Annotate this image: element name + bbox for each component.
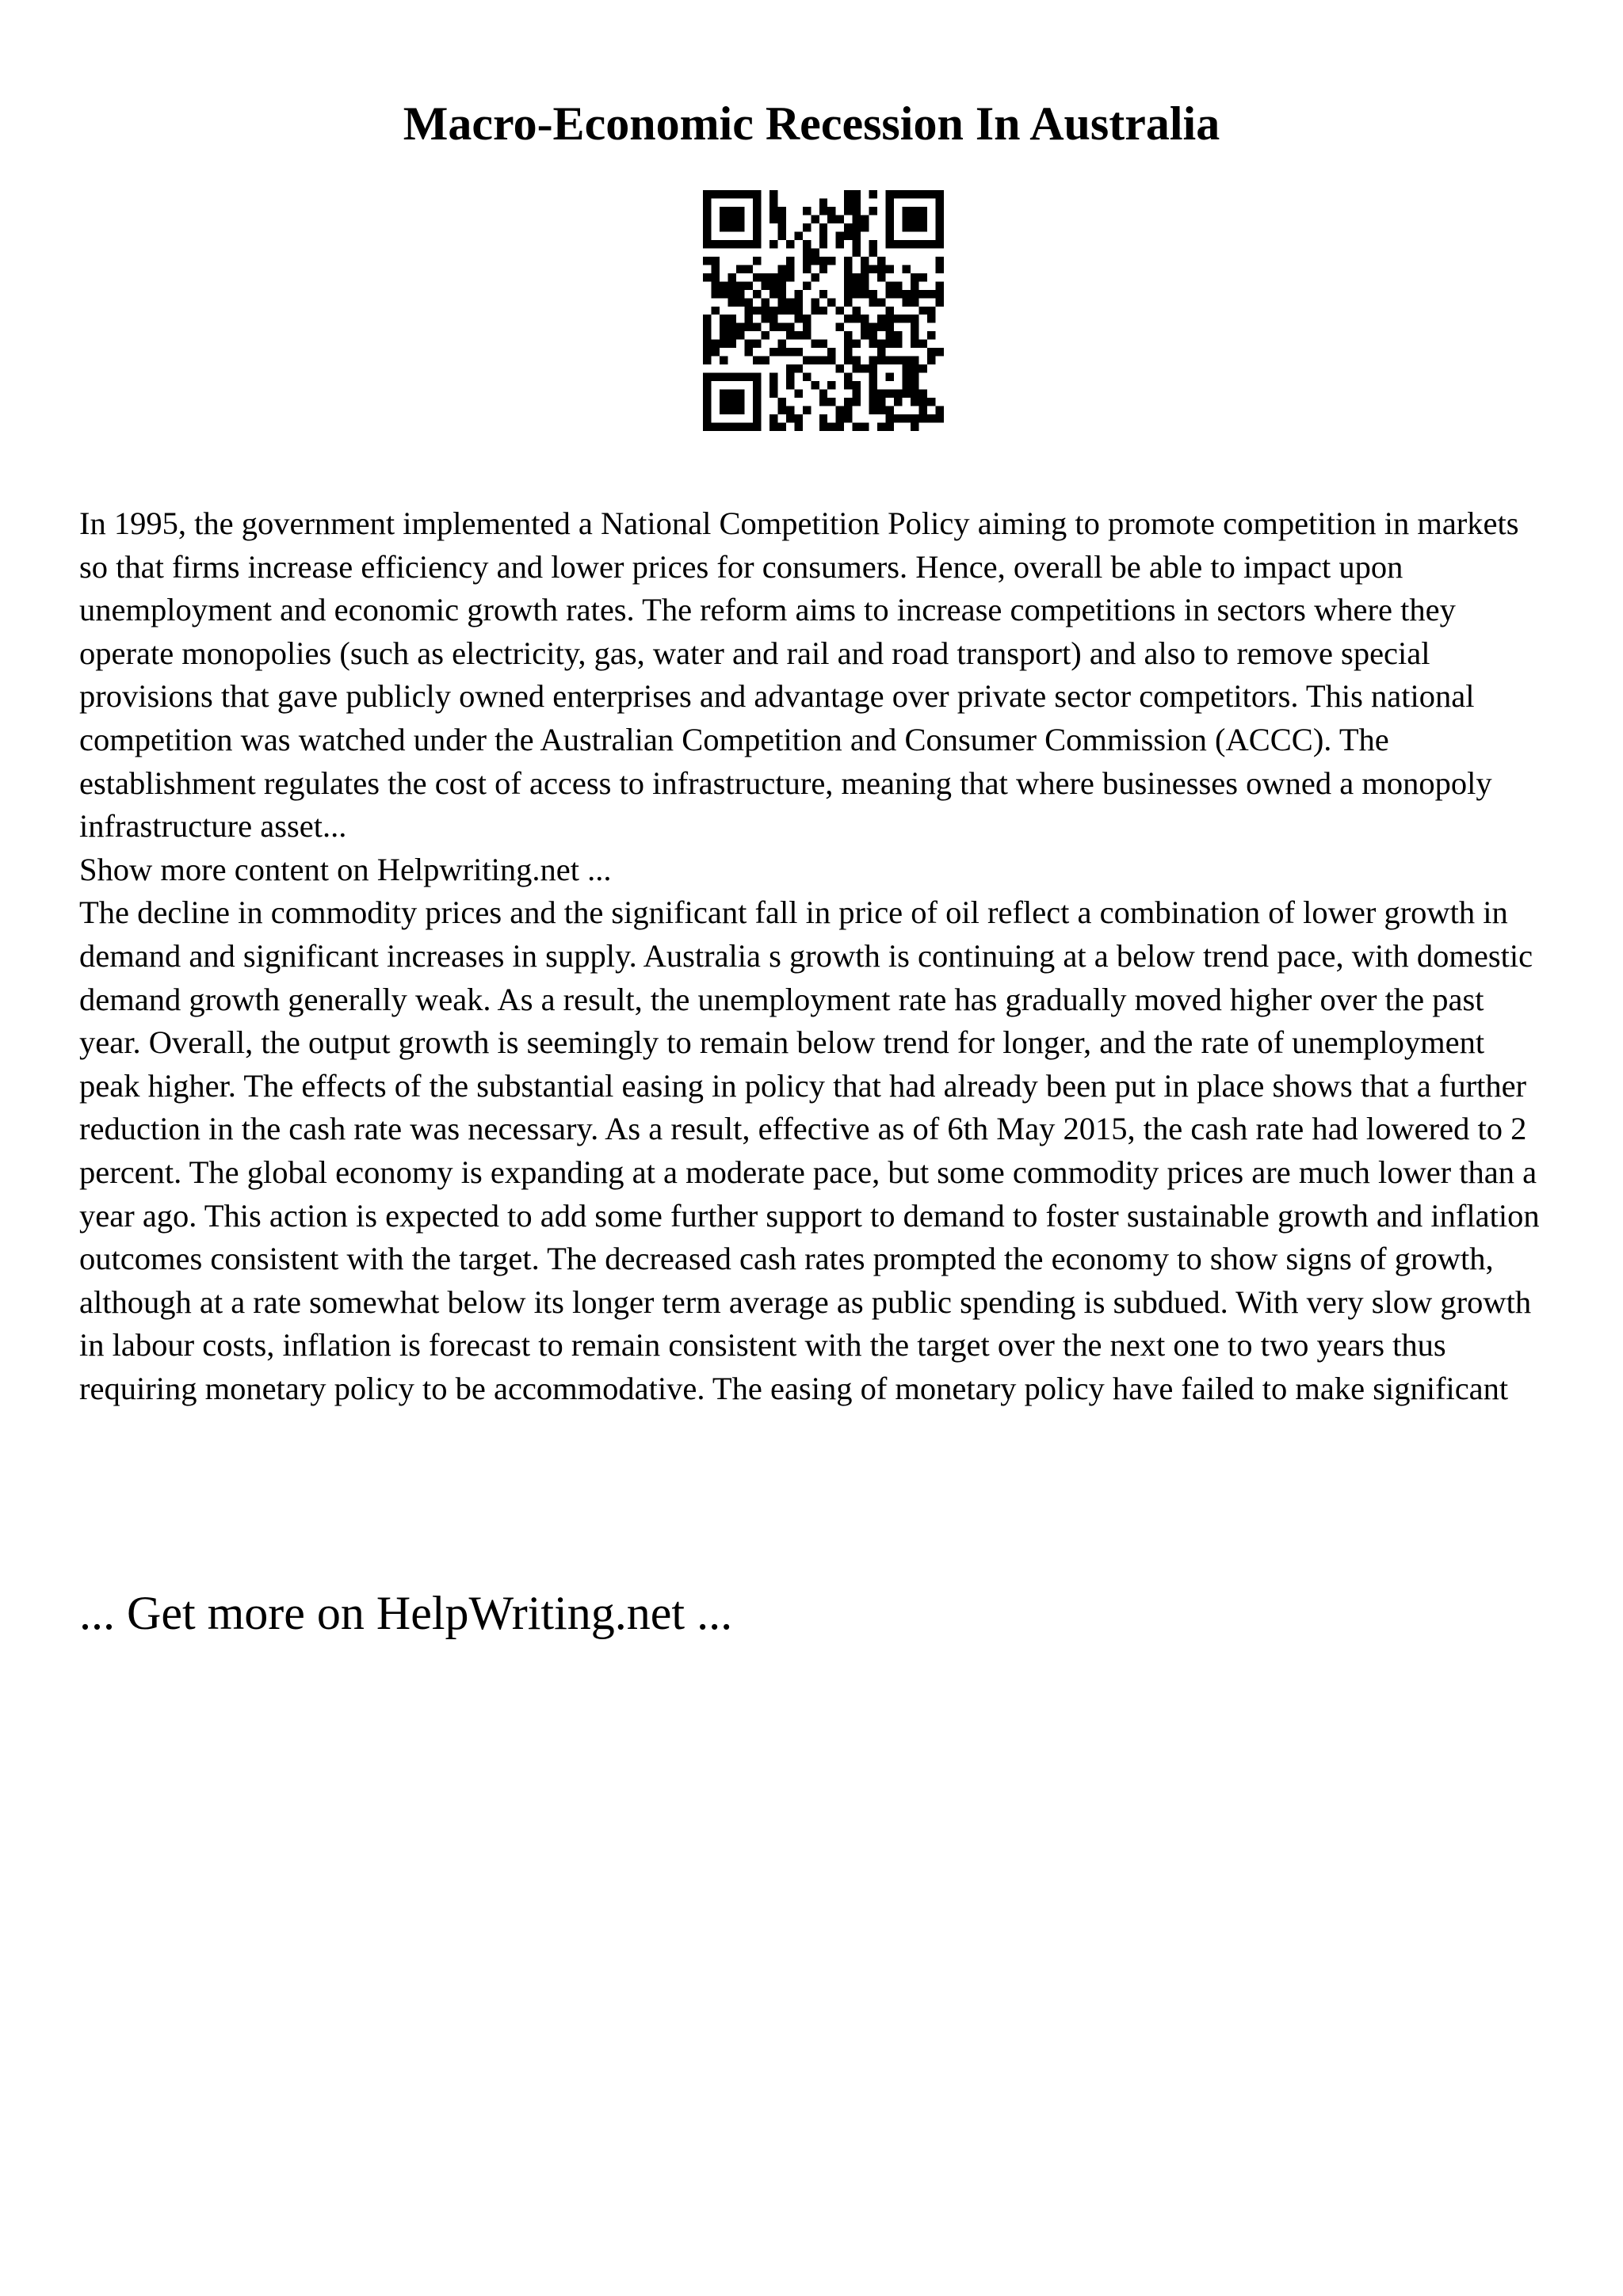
show-more-link[interactable]: Show more content on Helpwriting.net ... [79,851,612,887]
qr-code-icon[interactable] [703,190,944,431]
paragraph-2: The decline in commodity prices and the significant fall in price of oil reflect a combination of lower growth in demand and significant increases in supply. Australia s growth is continuing at a below trend pace, with domestic demand growth generally weak. As a result, the unemployment rate has gradually moved higher over the past year. Overall, the output growth is seemingly to remain below trend for longer, and the rate of unemployment peak higher. The effects of the substantial easing in policy that had already been put in place shows that a further reduction in the cash rate was necessary. As a result, effective as of 6th May 2015, the cash rate had lowered to 2 percent. The global economy is expanding at a moderate pace, but some commodity prices are much lower than a year ago. This action is expected to add some further support to demand to foster sustainable growth and inflation outcomes consistent with the target. The decreased cash rates prompted the economy to show signs of growth, although at a rate somewhat below its longer term average as public spending is subdued. With very slow growth in labour costs, inflation is forecast to remain consistent with the target over the next one to two years thus requiring monetary policy to be accommodative. The easing of monetary policy have failed to make significant [79,894,1540,1406]
paragraph-1: In 1995, the government implemented a National Competition Policy aiming to promote competition in markets so that firms increase efficiency and lower prices for consumers. Hence, overall be able to impact upon unemployment and economic growth rates. The reform aims to increase competitions in sectors where they operate monopolies (such as electricity, gas, water and rail and road transport) and also to remove special provisions that gave publicly owned enterprises and advantage over private sector competitors. This national competition was watched under the Australian Competition and Consumer Commission (ACCC). The establishment regulates the cost of access to infrastructure, meaning that where businesses owned a monopoly infrastructure asset... [79,505,1519,845]
page-title: Macro-Economic Recession In Australia [403,97,1220,150]
get-more-link[interactable]: ... Get more on HelpWriting.net ... [79,1587,733,1639]
article-body [79,502,1549,1410]
